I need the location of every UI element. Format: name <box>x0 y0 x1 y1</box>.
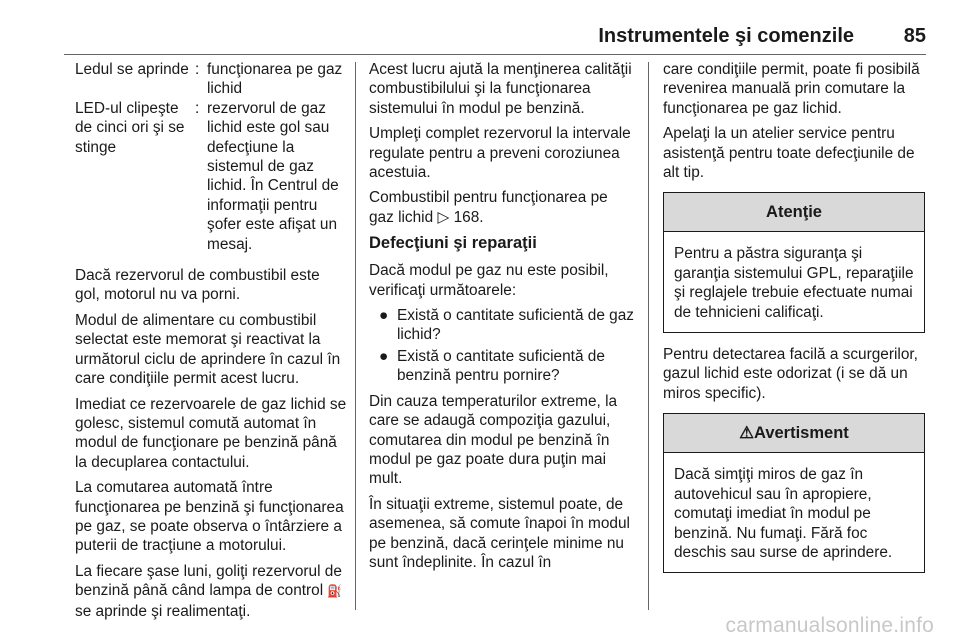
column-right <box>663 60 925 585</box>
paragraph: Dacă modul pe gaz nu este posibil, verificaţi următoarele: <box>369 262 609 299</box>
definition-row <box>75 99 347 254</box>
paragraph <box>369 188 636 227</box>
page-title: Instrumentele şi comenzile <box>598 25 854 47</box>
paragraph: La comutarea automată între funcţionarea pe benzină şi funcţionarea pe gaz, se poate observa o întârziere a puterii de tracţiune a motorului. <box>75 479 344 555</box>
caution-box-title: Atenţie <box>664 193 924 232</box>
list-item <box>369 347 636 386</box>
paragraph-text: Combustibil pentru funcţionarea pe gaz lichid <box>369 189 608 226</box>
definition-description: funcţionarea pe gaz lichid <box>207 61 343 98</box>
fuel-lamp-icon: ⛽ <box>327 584 343 599</box>
column-left <box>75 60 347 627</box>
checklist <box>369 306 636 386</box>
warning-icon: ⚠ <box>739 424 755 443</box>
paragraph <box>75 562 347 621</box>
list-item <box>369 306 636 345</box>
page-header <box>64 22 926 48</box>
definition-row <box>75 60 347 99</box>
list-item-text: Există o cantitate suficientă de gaz lichid? <box>397 307 634 344</box>
paragraph: Dacă rezervorul de combustibil este gol, motorul nu va porni. <box>75 267 320 304</box>
bullet-icon: ● <box>379 307 389 325</box>
watermark: carmanualsonline.info <box>725 614 934 637</box>
paragraph: În situaţii extreme, sistemul poate, de asemenea, să comute înapoi în modul pe benzină, dacă cerinţele minime nu sunt îndeplinite. În cazul în <box>369 495 630 571</box>
page-reference-link[interactable]: 168. <box>453 208 484 226</box>
header-divider <box>64 54 926 55</box>
page-ref-arrow-icon: ▷ <box>437 208 450 226</box>
paragraph: Din cauza temperaturilor extreme, la care se adaugă compoziţia gazului, comutarea din modul pe benzină în modul pe gaz poate dura puţin mai mult. <box>369 392 618 488</box>
warning-box-title: Avertisment <box>754 424 849 443</box>
paragraph-text: se aprinde şi realimentaţi. <box>75 602 251 620</box>
definition-colon: : <box>195 99 200 117</box>
list-item-text: Există o cantitate suficientă de benzină pentru pornire? <box>397 347 605 385</box>
paragraph: Umpleţi complet rezervorul la intervale regulate pentru a preveni coroziunea acestuia. <box>369 125 631 182</box>
warning-box <box>663 413 925 573</box>
definition-description: rezervorul de gaz lichid este gol sau defecţiune la sistemul de gaz lichid. În Centrul de informaţii pentru şofer este afişat un mesaj. <box>207 99 339 253</box>
caution-box-body: Pentru a păstra siguranţa şi garanţia sistemului GPL, reparaţiile şi reglajele trebuie efectuate numai de tehnicieni calificaţi. <box>674 245 914 321</box>
paragraph: Imediat ce rezervoarele de gaz lichid se golesc, sistemul comută automat în modul de funcţionare pe benzină până la decuplarea contactului. <box>75 395 347 471</box>
warning-box-body: Dacă simţiţi miros de gaz în autovehicul sau în apropiere, comutaţi imediat în modul pe benzină. Nu fumaţi. Fără foc deschis sau surse de aprindere. <box>674 466 893 561</box>
paragraph: Modul de alimentare cu combustibil selectat este memorat şi reactivat la următorul ciclu de aprindere în cazul în care condiţiile permit acest lucru. <box>75 311 341 388</box>
bullet-icon: ● <box>379 347 389 365</box>
column-divider <box>648 62 649 610</box>
paragraph: Pentru detectarea facilă a scurgerilor, gazul lichid este odorizat (i se dă un miros specific). <box>663 346 918 402</box>
warning-box-header <box>664 414 924 453</box>
column-divider <box>355 62 356 610</box>
paragraph-text: La fiecare şase luni, goliţi rezervorul de benzină până când lampa de control <box>75 562 342 600</box>
paragraph: Apelaţi la un atelier service pentru asistenţă pentru toate defecţiunile de alt tip. <box>663 125 915 182</box>
page-number: 85 <box>903 25 926 47</box>
paragraph: Acest lucru ajută la menţinerea calităţii combustibilului şi la funcţionarea sistemului în modul pe benzină. <box>369 61 632 117</box>
definition-term: Ledul se aprinde <box>75 61 189 78</box>
paragraph: care condiţiile permit, poate fi posibilă revenirea manuală prin comutare la funcţionarea pe gaz lichid. <box>663 61 920 117</box>
definition-colon: : <box>195 61 200 78</box>
definition-term: LED-ul clipeşte de cinci ori şi se stinge <box>75 99 185 156</box>
column-middle <box>369 60 636 578</box>
caution-box <box>663 192 925 333</box>
section-heading: Defecţiuni şi reparaţii <box>369 234 537 253</box>
